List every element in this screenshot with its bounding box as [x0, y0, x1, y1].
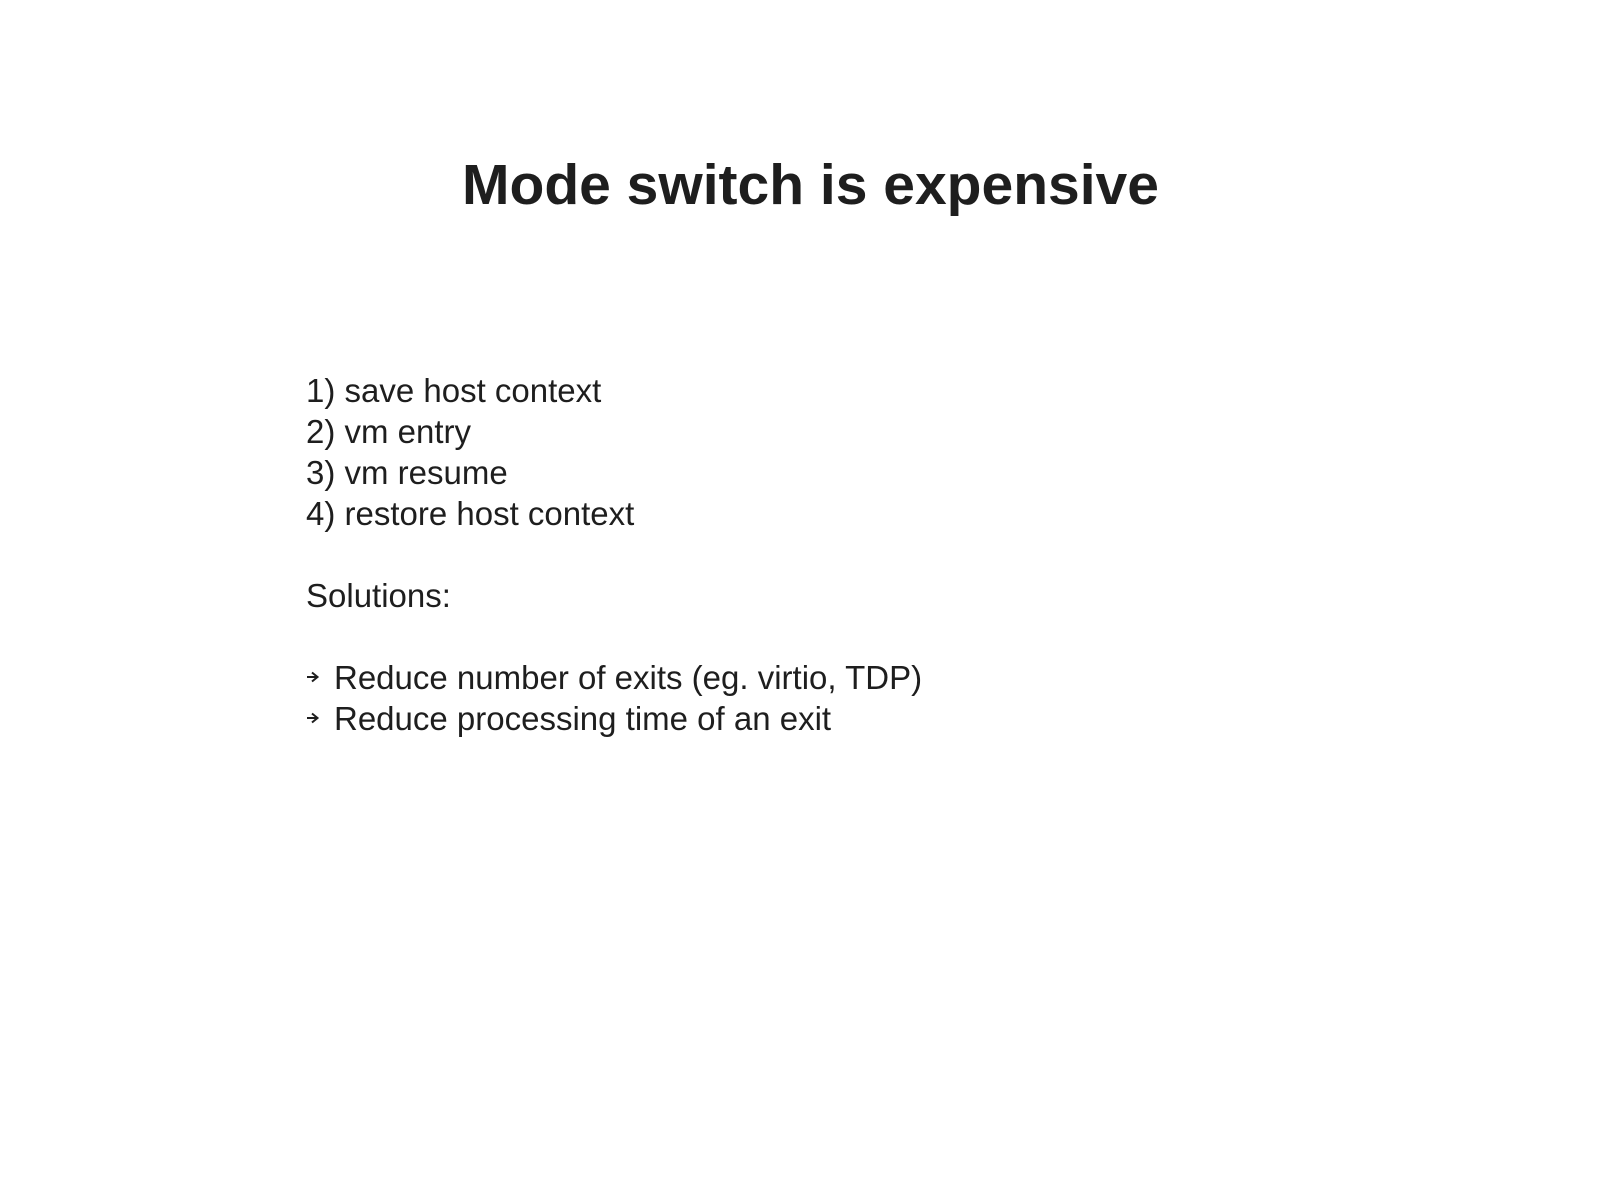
- solution-text: Reduce processing time of an exit: [334, 700, 832, 737]
- step-item: 1) save host context: [306, 372, 602, 409]
- step-item: 2) vm entry: [306, 413, 472, 450]
- arrow-right-icon: [306, 698, 326, 739]
- spacer: [306, 616, 922, 657]
- solution-text: Reduce number of exits (eg. virtio, TDP): [334, 659, 923, 696]
- arrow-right-icon: [306, 657, 326, 698]
- slide-title: Mode switch is expensive: [462, 153, 1159, 217]
- slide-body: [306, 370, 922, 739]
- step-item: 4) restore host context: [306, 495, 635, 532]
- solutions-heading: Solutions:: [306, 577, 451, 614]
- solution-item: [306, 657, 922, 698]
- step-item: 3) vm resume: [306, 454, 508, 491]
- solution-item: [306, 698, 922, 739]
- spacer: [306, 534, 922, 575]
